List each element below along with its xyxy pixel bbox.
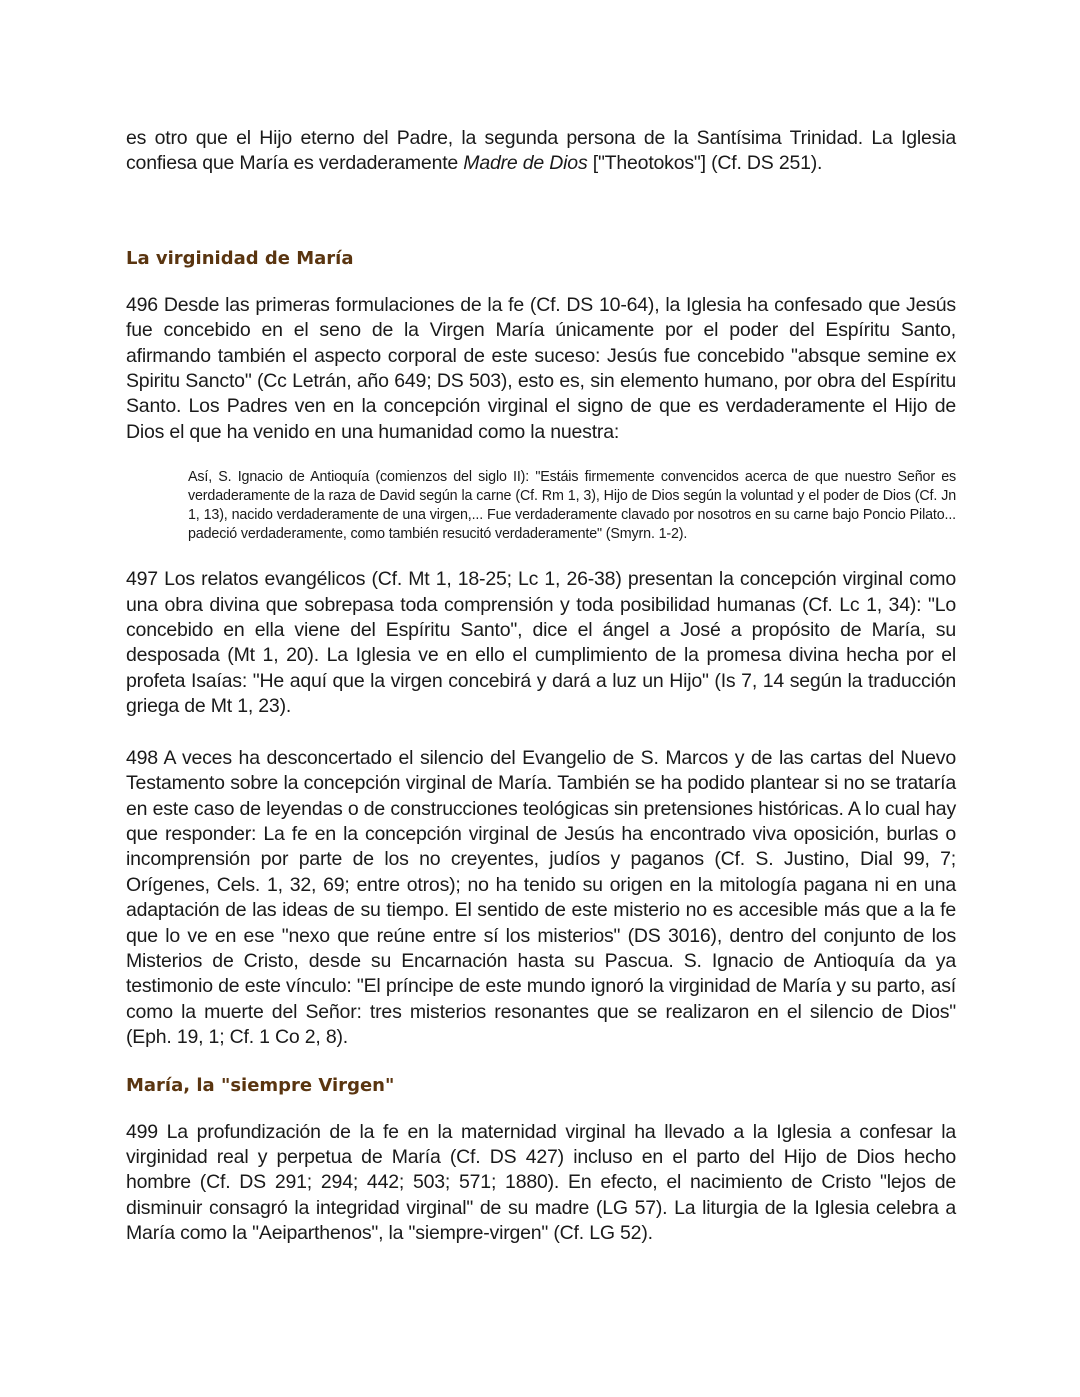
intro-paragraph [126,126,956,177]
block-quote-ignacio: Así, S. Ignacio de Antioquía (comienzos del siglo II): "Estáis firmemente convencidos acerca de que nuestro Señor es verdaderamente de la raza de David según la carne (Cf. Rm 1, 3), Hijo de Dios según la voluntad y el poder de Dios (Cf. Jn 1, 13), nacido verdaderamente de una virgen,... Fue verdaderamente clavado por nosotros en su carne bajo Poncio Pilato... padeció verdaderamente, como también resucitó verdaderamente" (Smyrn. 1-2). [188,469,956,543]
paragraph-497: 497 Los relatos evangélicos (Cf. Mt 1, 18-25; Lc 1, 26-38) presentan la concepción virginal como una obra divina que sobrepasa toda comprensión y toda posibilidad humanas (Cf. Lc 1, 34): "Lo concebido en ella viene del Espíritu Santo", dice el ángel a José a propósito de María, su desposada (Mt 1, 20). La Iglesia ve en ello el cumplimiento de la promesa divina hecha por el profeta Isaías: "He aquí que la virgen concebirá y dará a luz un Hijo" (Is 7, 14 según la traducción griega de Mt 1, 23). [126,568,956,718]
document-page [126,126,956,1247]
intro-italic-theotokos: Madre de Dios [463,152,588,175]
paragraph-499: 499 La profundización de la fe en la maternidad virginal ha llevado a la Iglesia a confesar la virginidad real y perpetua de María (Cf. DS 427) incluso en el parto del Hijo de Dios hecho hombre (Cf. DS 291; 294; 442; 503; 571; 1880). En efecto, el nacimiento de Cristo "lejos de disminuir consagró la integridad virginal" de su madre (LG 57). La liturgia de la Iglesia celebra a María como la "Aeiparthenos", la "siempre-virgen" (Cf. LG 52). [126,1120,956,1245]
section-heading-virginidad: La virginidad de María [126,247,354,269]
intro-text-1: es otro que el Hijo eterno del Padre, la segunda persona de la Santísima Trinidad. La Iglesia confiesa que María es verdaderamente [126,127,956,175]
section-heading-siempre-virgen: María, la "siempre Virgen" [126,1074,395,1096]
paragraph-498: 498 A veces ha desconcertado el silencio del Evangelio de S. Marcos y de las cartas del Nuevo Testamento sobre la concepción virginal de María. También se ha podido plantear si no se trataría en este caso de leyendas o de construcciones teológicas sin pretensiones históricas. A lo cual hay que responder: La fe en la concepción virginal de Jesús ha encontrado viva oposición, burlas o incomprensión por parte de los no creyentes, judíos y paganos (Cf. S. Justino, Dial 99, 7; Orígenes, Cels. 1, 32, 69; entre otros); no ha tenido su origen en la mitología pagana ni en una adaptación de las ideas de su tiempo. El sentido de este misterio no es accesible más que a la fe que lo ve en ese "nexo que reúne entre sí los misterios" (DS 3016), dentro del conjunto de los Misterios de Cristo, desde su Encarnación hasta su Pascua. S. Ignacio de Antioquía da ya testimonio de este vínculo: "El príncipe de este mundo ignoró la virginidad de María y su parto, así como la muerte del Señor: tres misterios resonantes que se realizaron en el silencio de Dios" (Eph. 19, 1; Cf. 1 Co 2, 8). [126,746,956,1049]
intro-text-2: ["Theotokos"] (Cf. DS 251). [587,152,823,175]
paragraph-496: 496 Desde las primeras formulaciones de la fe (Cf. DS 10-64), la Iglesia ha confesado que Jesús fue concebido en el seno de la Virgen María únicamente por el poder del Espíritu Santo, afirmando también el aspecto corporal de este suceso: Jesús fue concebido "absque semine ex Spiritu Sancto" (Cc Letrán, año 649; DS 503), esto es, sin elemento humano, por obra del Espíritu Santo. Los Padres ven en la concepción virginal el signo de que es verdaderamente el Hijo de Dios el que ha venido en una humanidad como la nuestra: [126,293,956,443]
